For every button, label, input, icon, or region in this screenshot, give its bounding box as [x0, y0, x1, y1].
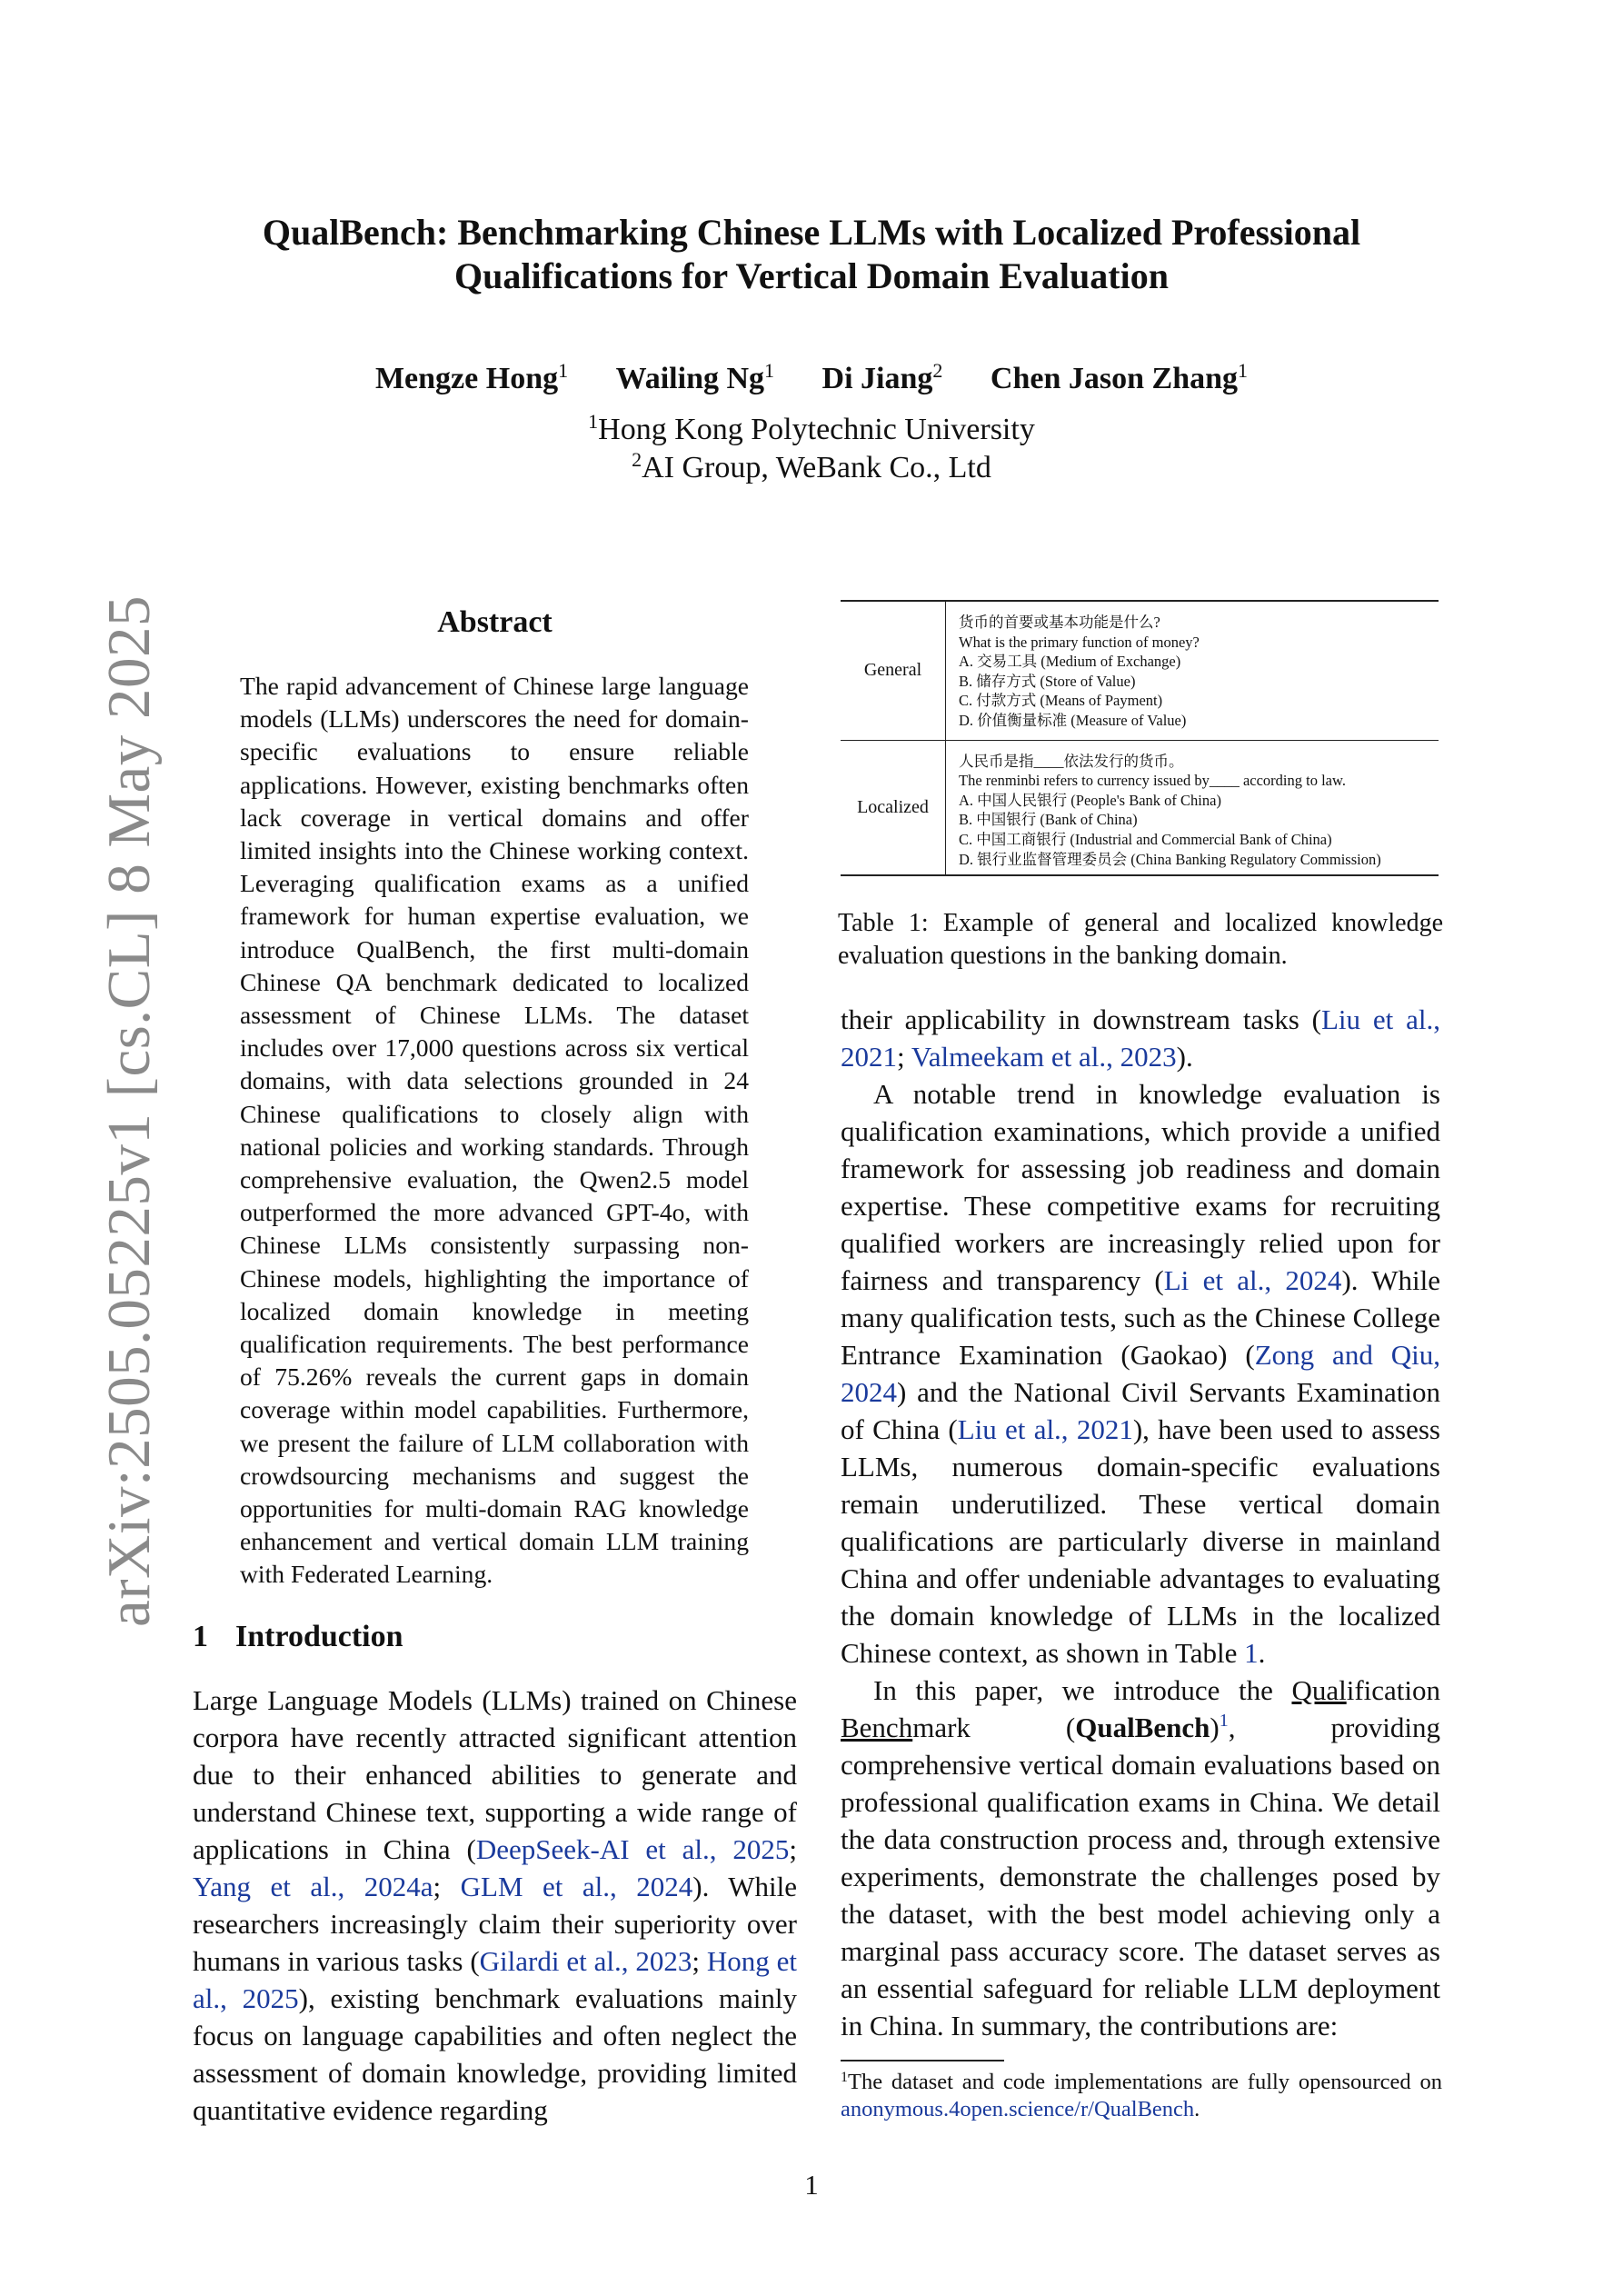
citation-link[interactable]: Hong et al., 2025	[193, 1945, 797, 2014]
abstract-text: The rapid advancement of Chinese large language models (LLMs) underscores the need for domain-specific evaluations to ensure reliable applications. However, existing benchmarks often lack coverage in vertical domains and offer limited insights into the Chinese working context. Leveraging qualification exams as a unified framework for human expertise evaluation, we introduce QualBench, the first multi-domain Chinese QA benchmark dedicated to localized assessment of Chinese LLMs. The dataset includes over 17,000 questions across six vertical domains, with data selections grounded in 24 Chinese qualifications to closely align with national policies and working standards. Through comprehensive evaluation, the Qwen2.5 model outperformed the more advanced GPT-4o, with Chinese LLMs consistently surpassing non-Chinese models, highlighting the importance of localized domain knowledge in meeting qualification requirements. The best performance of 75.26% reveals the current gaps in domain coverage within model capabilities. Furthermore, we present the failure of LLM collaboration with crowdsourcing mechanisms and suggest the opportunities for multi-domain RAG knowledge enhancement and vertical domain LLM training with Federated Learning.	[240, 672, 749, 1589]
author-affiliation-mark: 1	[1238, 359, 1249, 382]
body-text: .	[1258, 1637, 1266, 1669]
footnote	[841, 2069, 1442, 2123]
author-name: Chen Jason Zhang	[990, 362, 1239, 395]
footnote-url-link[interactable]: anonymous.4open.science/r/QualBench	[841, 2097, 1195, 2121]
table-1	[841, 600, 1439, 876]
author	[990, 359, 1249, 395]
affiliation-name: AI Group, WeBank Co., Ltd	[642, 451, 991, 484]
benchmark-name: QualBench	[1075, 1712, 1210, 1743]
author-affiliation-mark: 1	[764, 359, 775, 382]
body-text: ), existing benchmark evaluations mainly focus on language capabilities and often neglect the assessment of domain knowledge, providing limited quantitative evidence regarding	[193, 1982, 797, 2126]
page-number: 1	[804, 2169, 819, 2201]
question-line: What is the primary function of money?	[959, 633, 1200, 651]
title-line-1: QualBench: Benchmarking Chinese LLMs with Localized Professional	[262, 212, 1361, 253]
body-text: In this paper, we introduce the	[873, 1674, 1292, 1706]
affiliation	[182, 449, 1441, 487]
citation-link[interactable]: Gilardi et al., 2023	[479, 1945, 692, 1977]
table-reference-link[interactable]: 1	[1244, 1637, 1259, 1669]
intro-paragraph	[193, 1682, 797, 2129]
author-name: Wailing Ng	[615, 362, 765, 395]
right-column-text	[841, 1001, 1440, 2044]
underlined-text: Qual	[1291, 1674, 1347, 1706]
author-list	[182, 360, 1441, 398]
abstract-heading: Abstract	[437, 605, 553, 639]
paragraph	[841, 1075, 1440, 1672]
arxiv-identifier: arXiv:2505.05225v1 [cs.CL] 8 May 2025	[95, 594, 163, 1627]
body-text: ification	[1346, 1674, 1440, 1706]
option-line: C. 中国工商银行 (Industrial and Commercial Bank of China)	[959, 830, 1332, 848]
body-text: ;	[789, 1833, 797, 1865]
table-caption: Table 1: Example of general and localized knowledge evaluation questions in the banking domain.	[838, 909, 1443, 970]
citation-link[interactable]: Valmeekam et al., 2023	[911, 1041, 1177, 1073]
option-line: B. 储存方式 (Store of Value)	[959, 672, 1136, 690]
body-text: ). While many qualification tests, such as the Chinese College Entrance Examination (Gaokao) (	[841, 1264, 1440, 1371]
footnote-rule	[841, 2060, 1004, 2061]
citation-link[interactable]: Liu et al., 2021	[841, 1003, 1441, 1073]
option-line: A. 中国人民银行 (People's Bank of China)	[959, 791, 1221, 809]
table-category: Localized	[841, 741, 946, 875]
option-line: D. 价值衡量标准 (Measure of Value)	[959, 711, 1187, 729]
author	[615, 359, 775, 395]
citation-link[interactable]: GLM et al., 2024	[460, 1871, 693, 1902]
affiliation-mark: 1	[588, 410, 599, 433]
citation-link[interactable]: Yang et al., 2024a	[193, 1871, 433, 1902]
question-line: The renminbi refers to currency issued by____ according to law.	[959, 772, 1346, 790]
section-number: 1	[193, 1620, 208, 1653]
paragraph	[841, 1001, 1440, 1075]
author-name: Mengze Hong	[374, 362, 559, 395]
author-affiliation-mark: 2	[932, 359, 943, 382]
footnote-marker-link[interactable]: 1	[1219, 1711, 1229, 1731]
author-name: Di Jiang	[821, 362, 933, 395]
body-text: Large Language Models (LLMs) trained on Chinese corpora have recently attracted significant attention due to their enhanced abilities to generate and understand Chinese text, supporting a wide range of applications in China (	[193, 1684, 797, 1865]
paper-title	[182, 211, 1441, 298]
body-text: ) and the National Civil Servants Examination of China (	[841, 1376, 1440, 1445]
body-text: , providing comprehensive vertical domain evaluations based on professional qualification exams in China. We detail the data construction process and, through extensive experiments, demonstrate the challenges posed by the dataset, with the best model achieving only a marginal pass accuracy score. The dataset serves as an essential safeguard for reliable LLM deployment in China. In summary, the contributions are:	[841, 1712, 1440, 2041]
body-text: mark (	[912, 1712, 1076, 1743]
footnote-text: .	[1194, 2097, 1200, 2121]
title-line-2: Qualifications for Vertical Domain Evaluation	[454, 255, 1169, 296]
citation-link[interactable]: Li et al., 2024	[1163, 1264, 1342, 1296]
section-title: Introduction	[235, 1620, 403, 1653]
body-text: ). While researchers increasingly claim their superiority over humans in various tasks (	[193, 1871, 797, 1977]
affiliation-mark: 2	[632, 448, 642, 471]
footnote-number: 1	[841, 2070, 848, 2085]
section-heading	[193, 1620, 403, 1654]
option-line: D. 银行业监督管理委员会 (China Banking Regulatory Commission)	[959, 850, 1381, 868]
body-text: )	[1210, 1712, 1220, 1743]
table-question	[946, 602, 1200, 740]
question-line: 货币的首要或基本功能是什么?	[959, 614, 1160, 631]
body-text: ;	[433, 1871, 461, 1902]
body-text: their applicability in downstream tasks (	[841, 1003, 1321, 1035]
author	[821, 359, 943, 395]
body-text: ;	[692, 1945, 707, 1977]
affiliation-name: Hong Kong Polytechnic University	[598, 413, 1035, 446]
paragraph	[841, 1672, 1440, 2044]
citation-link[interactable]: Zong and Qiu, 2024	[841, 1339, 1440, 1408]
body-text: ), have been used to assess LLMs, numerous domain-specific evaluations remain underutilized. These vertical domain qualifications are particularly diverse in mainland China and offer undeniable advantages to evaluating the domain knowledge of LLMs in the localized Chinese context, as shown in Table	[841, 1413, 1441, 1669]
underlined-text: Bench	[841, 1712, 913, 1743]
table-row	[841, 740, 1439, 875]
table-row	[841, 602, 1439, 740]
body-text: A notable trend in knowledge evaluation is qualification examinations, which provide a unified framework for assessing job readiness and domain expertise. These competitive exams for recruiting qualified workers are increasingly relied upon for fairness and transparency (	[841, 1078, 1440, 1296]
option-line: B. 中国银行 (Bank of China)	[959, 811, 1138, 829]
body-text: ).	[1176, 1041, 1193, 1073]
author	[374, 359, 569, 395]
footnote-text: The dataset and code implementations are fully opensourced on	[848, 2070, 1442, 2094]
table-question	[946, 741, 1381, 875]
option-line: C. 付款方式 (Means of Payment)	[959, 692, 1163, 710]
author-affiliation-mark: 1	[558, 359, 569, 382]
citation-link[interactable]: DeepSeek-AI et al., 2025	[475, 1833, 790, 1865]
option-line: A. 交易工具 (Medium of Exchange)	[959, 653, 1181, 671]
table-category: General	[841, 602, 946, 740]
affiliation	[182, 411, 1441, 449]
body-text: ;	[897, 1041, 911, 1073]
question-line: 人民币是指____依法发行的货币。	[959, 752, 1184, 770]
citation-link[interactable]: Liu et al., 2021	[957, 1413, 1133, 1445]
